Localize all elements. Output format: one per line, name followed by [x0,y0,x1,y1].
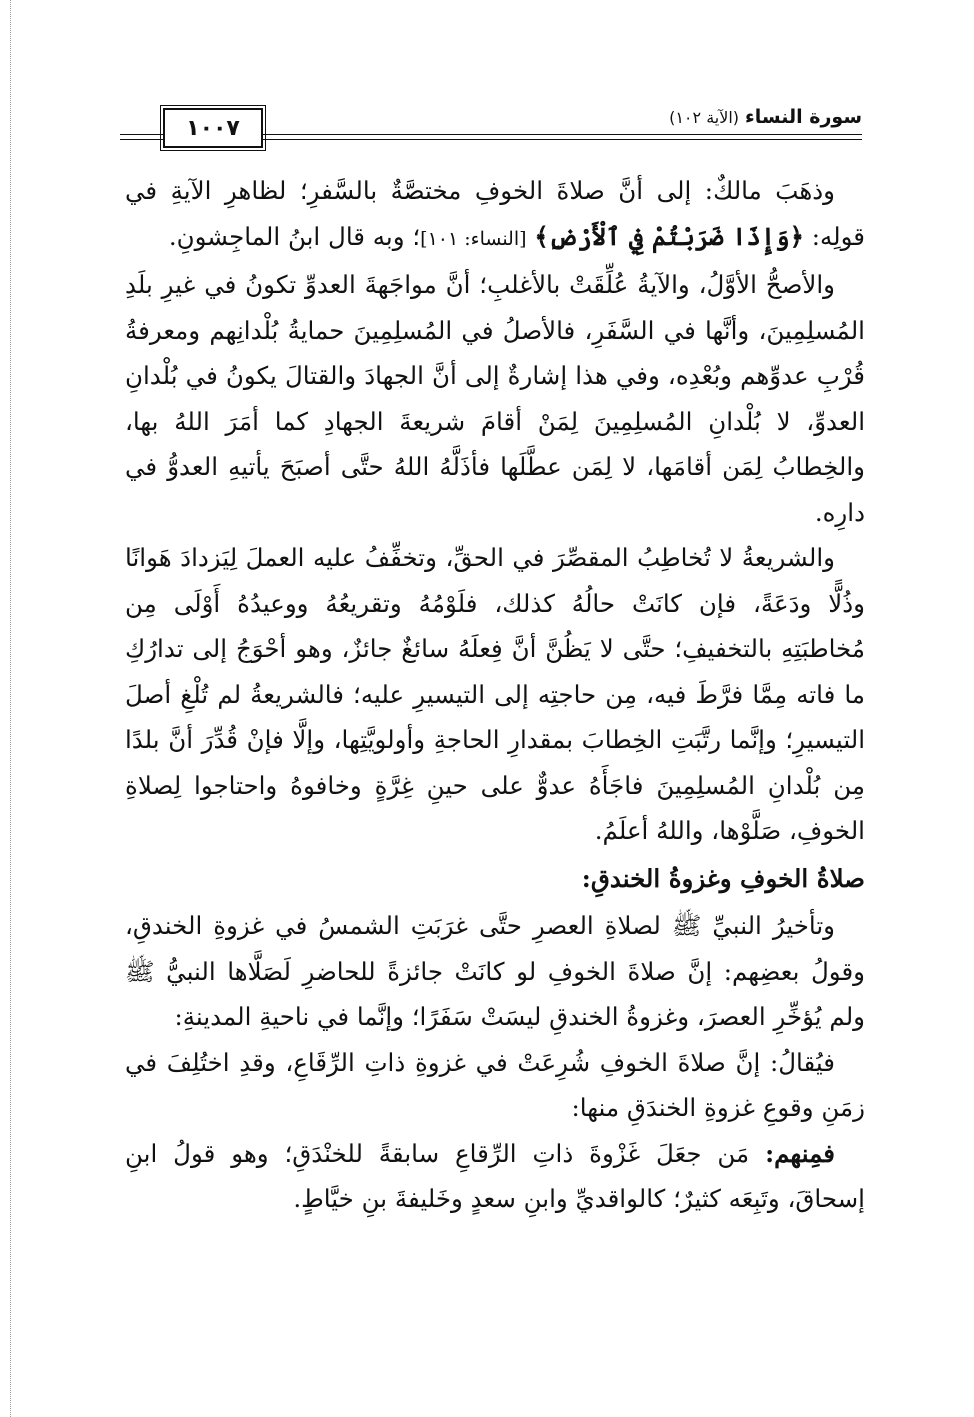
verse-reference: (الآية ١٠٢) [669,107,740,127]
paragraph-5: فيُقالُ: إنَّ صلاةَ الخوفِ شُرِعَتْ في غزوةِ ذاتِ الرِّقَاعِ، وقدِ اختُلِفَ في زمَنِ وقوعِ غزوةِ الخندَقِ منها: [125,1047,865,1122]
paragraph-3: والشريعةُ لا تُخاطِبُ المقصِّرَ في الحقِّ، وتخفِّفُ عليه العملَ لِيَزدادَ هَوانًا وذُلًّا ودَعَةً، فإن كانَتْ حالُهُ كذلك، فلَوْمُهُ وتقريعُهُ ووعيدُهُ أَوْلَى مِن مُخاطبَتِهِ بالتخفيفِ؛ حتَّى لا يَظُنَّ أنَّ فِعلَهُ سائغٌ جائزٌ، وهو أحْوَجُ إلى تدارُكِ ما فاته مِمَّا فرَّطَ فيه، مِن حاجتِه إلى التيسيرِ عليه؛ فالشريعةُ لم تُلْغِ أصلَ التيسيرِ؛ وإنَّما رتَّبَتِ الخِطابَ بمقدارِ الحاجةِ وأولويَّتِها، وإلَّا فإنْ قُدِّرَ أنَّ بلدًا مِن بُلْدانِ المُسلِمِينَ فاجَأَهُ عدوٌّ على حينِ غِرَّةٍ وخافوهُ واحتاجوا لِصلاةِ الخوفِ، صَلَّوْها، واللهُ أعلَمُ. [125,543,865,845]
paragraph-text: ؛ وبه قال ابنُ الماجِشونِ. [168,221,421,251]
page-number-text: ١٠٠٧ [186,115,240,141]
paragraph-4: وتأخيرُ النبيِّ ﷺ لصلاةِ العصرِ حتَّى غرَبَتِ الشمسُ في غزوةِ الخندقِ، وقولُ بعضِهم: إنَّ صلاةَ الخوفِ لو كانَتْ جائزةً للحاضرِ لَصَلَّاها النبيُّ ﷺ ولم يُؤخِّرِ العصرَ، وغزوةُ الخندقِ ليسَتْ سَفَرًا؛ وإنَّما في ناحيةِ المدينةِ: [125,911,865,1031]
running-title [661,102,862,132]
quran-verse: ﴿وَإِذَا ضَرَبْتُمْ فِي ٱلْأَرْضِ﴾ [534,221,804,251]
scan-edge [0,0,11,1417]
paragraph-6 [125,1131,865,1222]
lead-word: فمِنهم: [765,1138,835,1168]
paragraph-2: والأصحُّ الأوَّلُ، والآيةُ عُلِّقَتْ بالأغلبِ؛ أنَّ مواجَهةَ العدوِّ تكونُ في غيرِ بلَدِ المُسلِمِينَ، وأنَّها في السَّفَرِ، فالأصلُ في المُسلِمِينَ حمايةُ بُلْدانِهم ومعرفةُ قُرْبِ عدوِّهم وبُعْدِه، وفي هذا إشارةٌ إلى أنَّ الجهادَ والقتالَ يكونُ في بُلْدانِ العدوِّ، لا بُلْدانِ المُسلِمِينَ لِمَنْ أقامَ شريعةَ الجهادِ كما أمَرَ اللهُ بها، والخِطابُ لِمَن أقامَها، لا لِمَن عطَّلَها فأذَلَّهُ اللهُ حتَّى أصبَحَ يأتيهِ العدوُّ في دارِه. [125,270,865,527]
page-body [125,168,865,1222]
surah-name: سورة النساء [745,106,862,128]
page-number [163,108,263,148]
verse-citation: [النساء: ١٠١] [420,227,527,250]
section-heading: صلاةُ الخوفِ وغزوةُ الخندقِ: [581,863,865,893]
paragraph-text: مَن جعَلَ غَزْوةَ ذاتِ الرِّقاعِ سابقةً للخنْدَقِ؛ وهو قولُ ابنِ إسحاقَ، وتَبِعَه كثيرٌ؛ كالواقديِّ وابنِ سعدٍ وخَليفةَ بنِ خيَّاطٍ. [125,1138,865,1213]
paragraph-text: وذهَبَ مالكٌ: إلى أنَّ صلاةَ الخوفِ مختصَّةٌ بالسَّفرِ؛ لظاهرِ الآيةِ في قولِه: [125,176,865,251]
page-header [120,102,862,152]
paragraph-1 [125,168,865,262]
